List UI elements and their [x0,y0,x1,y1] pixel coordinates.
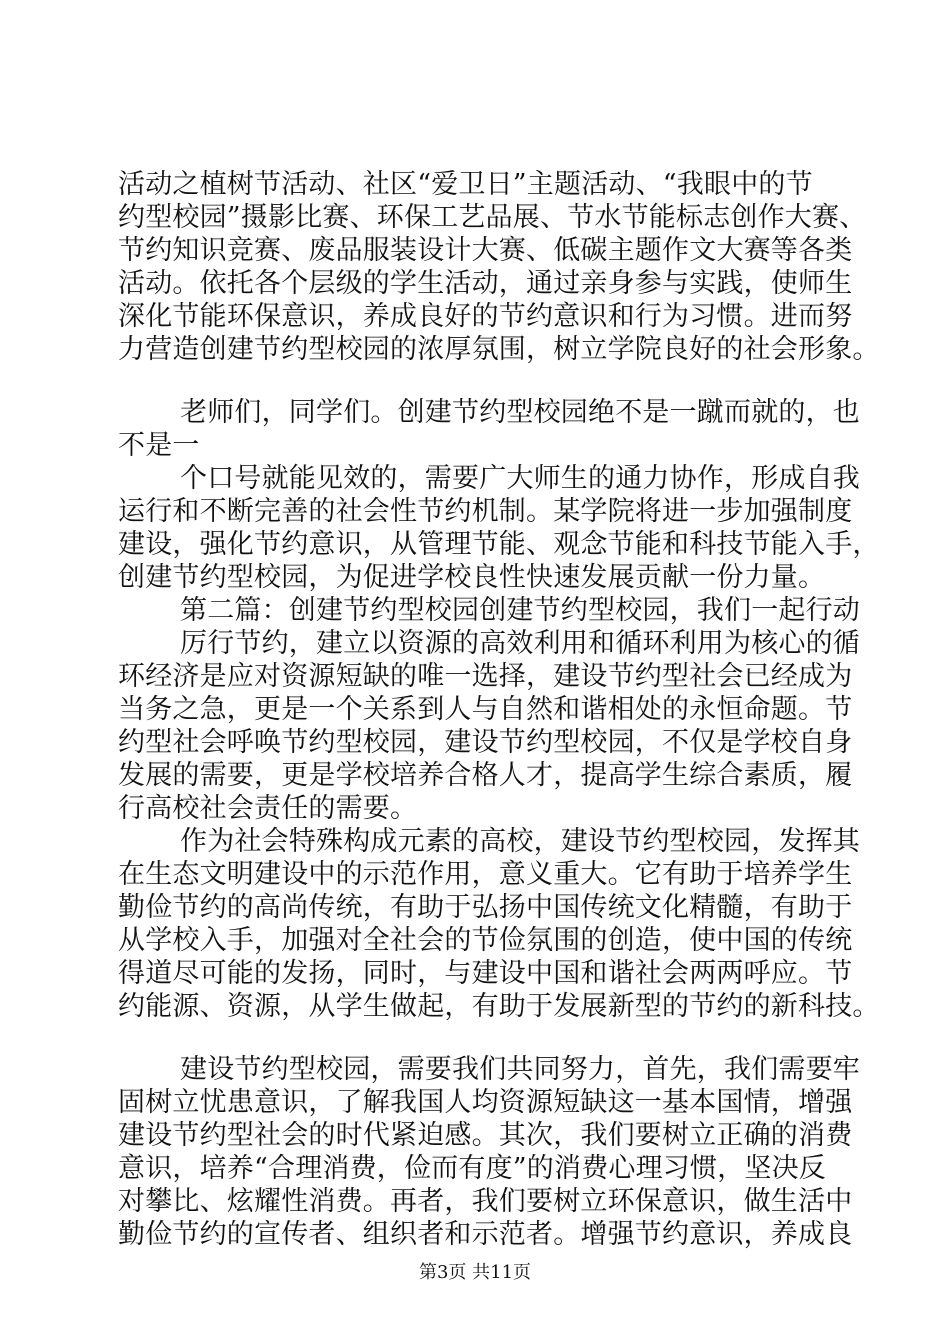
body-text-line: 运行和不断完善的社会性节约机制。某学院将进一步加强制度 [118,496,853,527]
body-text-line: 个口号就能见效的，需要广大师生的通力协作，形成自我 [180,463,860,494]
body-text-line: 当务之急，更是一个关系到人与自然和谐相处的永恒命题。节 [118,694,853,725]
body-text-line: 勤俭节约的宣传者、组织者和示范者。增强节约意识，养成良 [118,1219,853,1250]
body-text-line: 建设，强化节约意识，从管理节能、观念节能和科技节能入手， [118,529,880,560]
body-text-line: 得道尽可能的发扬，同时，与建设中国和谐社会两两呼应。节 [118,958,853,989]
body-text-line: 建设节约型校园，需要我们共同努力，首先，我们需要牢 [180,1054,860,1085]
body-text-line: 厉行节约，建立以资源的高效利用和循环利用为核心的循 [180,628,860,659]
body-text-line: 在生态文明建设中的示范作用，意义重大。它有助于培养学生 [118,859,853,890]
page-number-footer: 第3页 共11页 [418,1262,532,1283]
body-text-line: 建设节约型社会的时代紧迫感。其次，我们要树立正确的消费 [118,1120,853,1151]
body-text-line: 行高校社会责任的需要。 [118,793,418,824]
body-text-line: 活动。依托各个层级的学生活动，通过亲身参与实践，使师生 [118,268,853,299]
body-text-line: 勤俭节约的高尚传统，有助于弘扬中国传统文化精髓，有助于 [118,892,853,923]
body-text-line: 从学校入手，加强对全社会的节俭氛围的创造，使中国的传统 [118,925,853,956]
body-text-line: 老师们，同学们。创建节约型校园绝不是一蹴而就的，也 [180,397,860,428]
body-text-line: 力营造创建节约型校园的浓厚氛围，树立学院良好的社会形象。 [118,334,880,365]
section-heading: 第二篇：创建节约型校园创建节约型校园，我们一起行动 [180,595,860,626]
body-text-line: 约型校园”摄影比赛、环保工艺品展、节水节能标志创作大赛、 [118,202,867,233]
body-text-line: 意识，培养“合理消费，俭而有度”的消费心理习惯，坚决反 [118,1153,827,1184]
body-text-line: 不是一 [118,430,200,461]
body-text-line: 环经济是应对资源短缺的唯一选择，建设节约型社会已经成为 [118,661,853,692]
body-text-line: 对攀比、炫耀性消费。再者，我们要树立环保意识，做生活中 [118,1186,853,1217]
body-text-line: 深化节能环保意识，养成良好的节约意识和行为习惯。进而努 [118,301,853,332]
body-text-line: 创建节约型校园，为促进学校良性快速发展贡献一份力量。 [118,562,826,593]
body-text-line: 活动之植树节活动、社区“爱卫日”主题活动、“我眼中的节 [118,169,813,200]
body-text-line: 作为社会特殊构成元素的高校，建设节约型校园，发挥其 [180,826,860,857]
body-text-line: 约型社会呼唤节约型校园，建设节约型校园，不仅是学校自身 [118,727,853,758]
body-text-line: 发展的需要，更是学校培养合格人才，提高学生综合素质，履 [118,760,853,791]
body-text-line: 节约知识竞赛、废品服装设计大赛、低碳主题作文大赛等各类 [118,235,853,266]
body-text-line: 固树立忧患意识，了解我国人均资源短缺这一基本国情，增强 [118,1087,853,1118]
body-text-line: 约能源、资源，从学生做起，有助于发展新型的节约的新科技。 [118,991,880,1022]
